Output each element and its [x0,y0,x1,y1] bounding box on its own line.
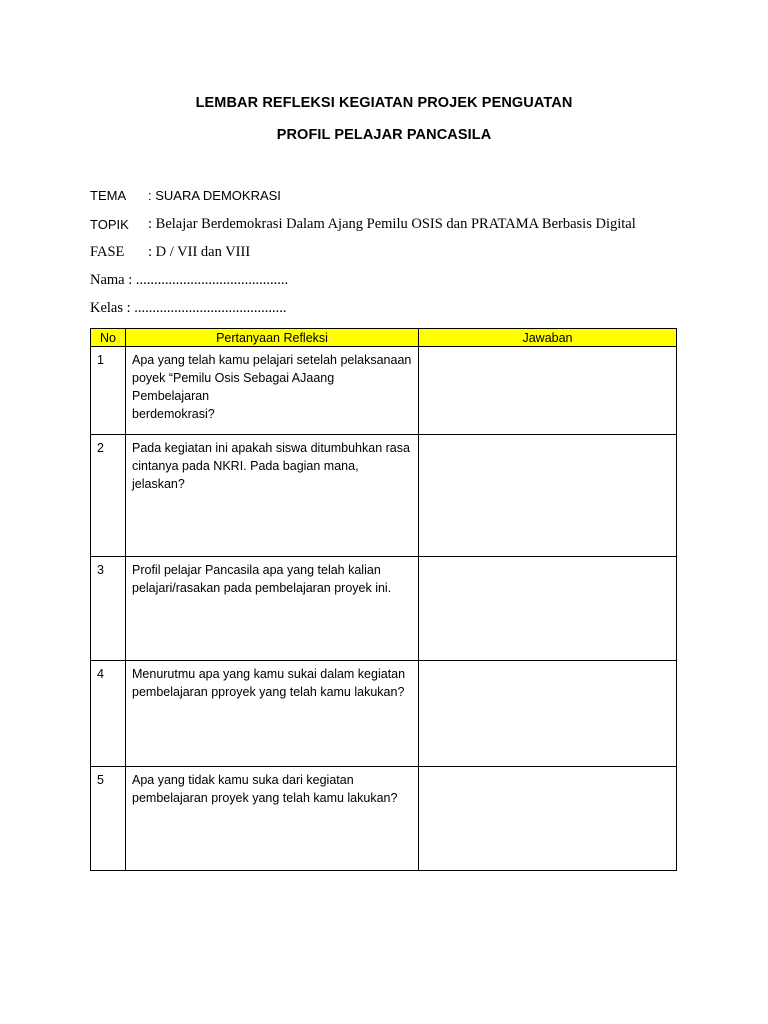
header-no: No [91,329,126,347]
row-number: 3 [91,557,126,661]
row-number: 5 [91,767,126,871]
header-question: Pertanyaan Refleksi [126,329,419,347]
row-question: Menurutmu apa yang kamu sukai dalam kegiatan pembelajaran pproyek yang telah kamu lakukan? [126,661,419,767]
row-number: 4 [91,661,126,767]
fase-value: : D / VII dan VIII [148,244,251,260]
table-row [91,435,677,557]
row-number: 1 [91,347,126,435]
table-row [91,557,677,661]
topik-value: : Belajar Berdemokrasi Dalam Ajang Pemilu OSIS dan PRATAMA Berbasis Digital [148,216,636,232]
table-row [91,767,677,871]
nama-field: Nama : .......................................... [90,272,289,288]
tema-label: TEMA [90,188,127,203]
tema-value: : SUARA DEMOKRASI [148,188,281,203]
row-question: Apa yang tidak kamu suka dari kegiatan pembelajaran proyek yang telah kamu lakukan? [126,767,419,871]
row-question: Pada kegiatan ini apakah siswa ditumbuhkan rasa cintanya pada NKRI. Pada bagian mana, jelaskan? [126,435,419,557]
row-question: Profil pelajar Pancasila apa yang telah kalian pelajari/rasakan pada pembelajaran proyek ini. [126,557,419,661]
fase-label: FASE [90,244,125,260]
document-title: LEMBAR REFLEKSI KEGIATAN PROJEK PENGUATAN [195,95,573,111]
table-row [91,661,677,767]
document-subtitle: PROFIL PELAJAR PANCASILA [276,127,492,143]
answer-cell[interactable] [419,767,677,871]
table-row [91,347,677,435]
answer-cell[interactable] [419,435,677,557]
answer-cell[interactable] [419,661,677,767]
answer-cell[interactable] [419,347,677,435]
kelas-field: Kelas : .......................................... [90,300,287,316]
row-question: Apa yang telah kamu pelajari setelah pelaksanaan poyek “Pemilu Osis Sebagai AJaang Pembelajaran berdemokrasi? [126,347,419,435]
topik-label: TOPIK [90,217,129,232]
table-header-row [91,329,677,347]
row-number: 2 [91,435,126,557]
reflection-table [90,328,677,871]
answer-cell[interactable] [419,557,677,661]
header-answer: Jawaban [419,329,677,347]
